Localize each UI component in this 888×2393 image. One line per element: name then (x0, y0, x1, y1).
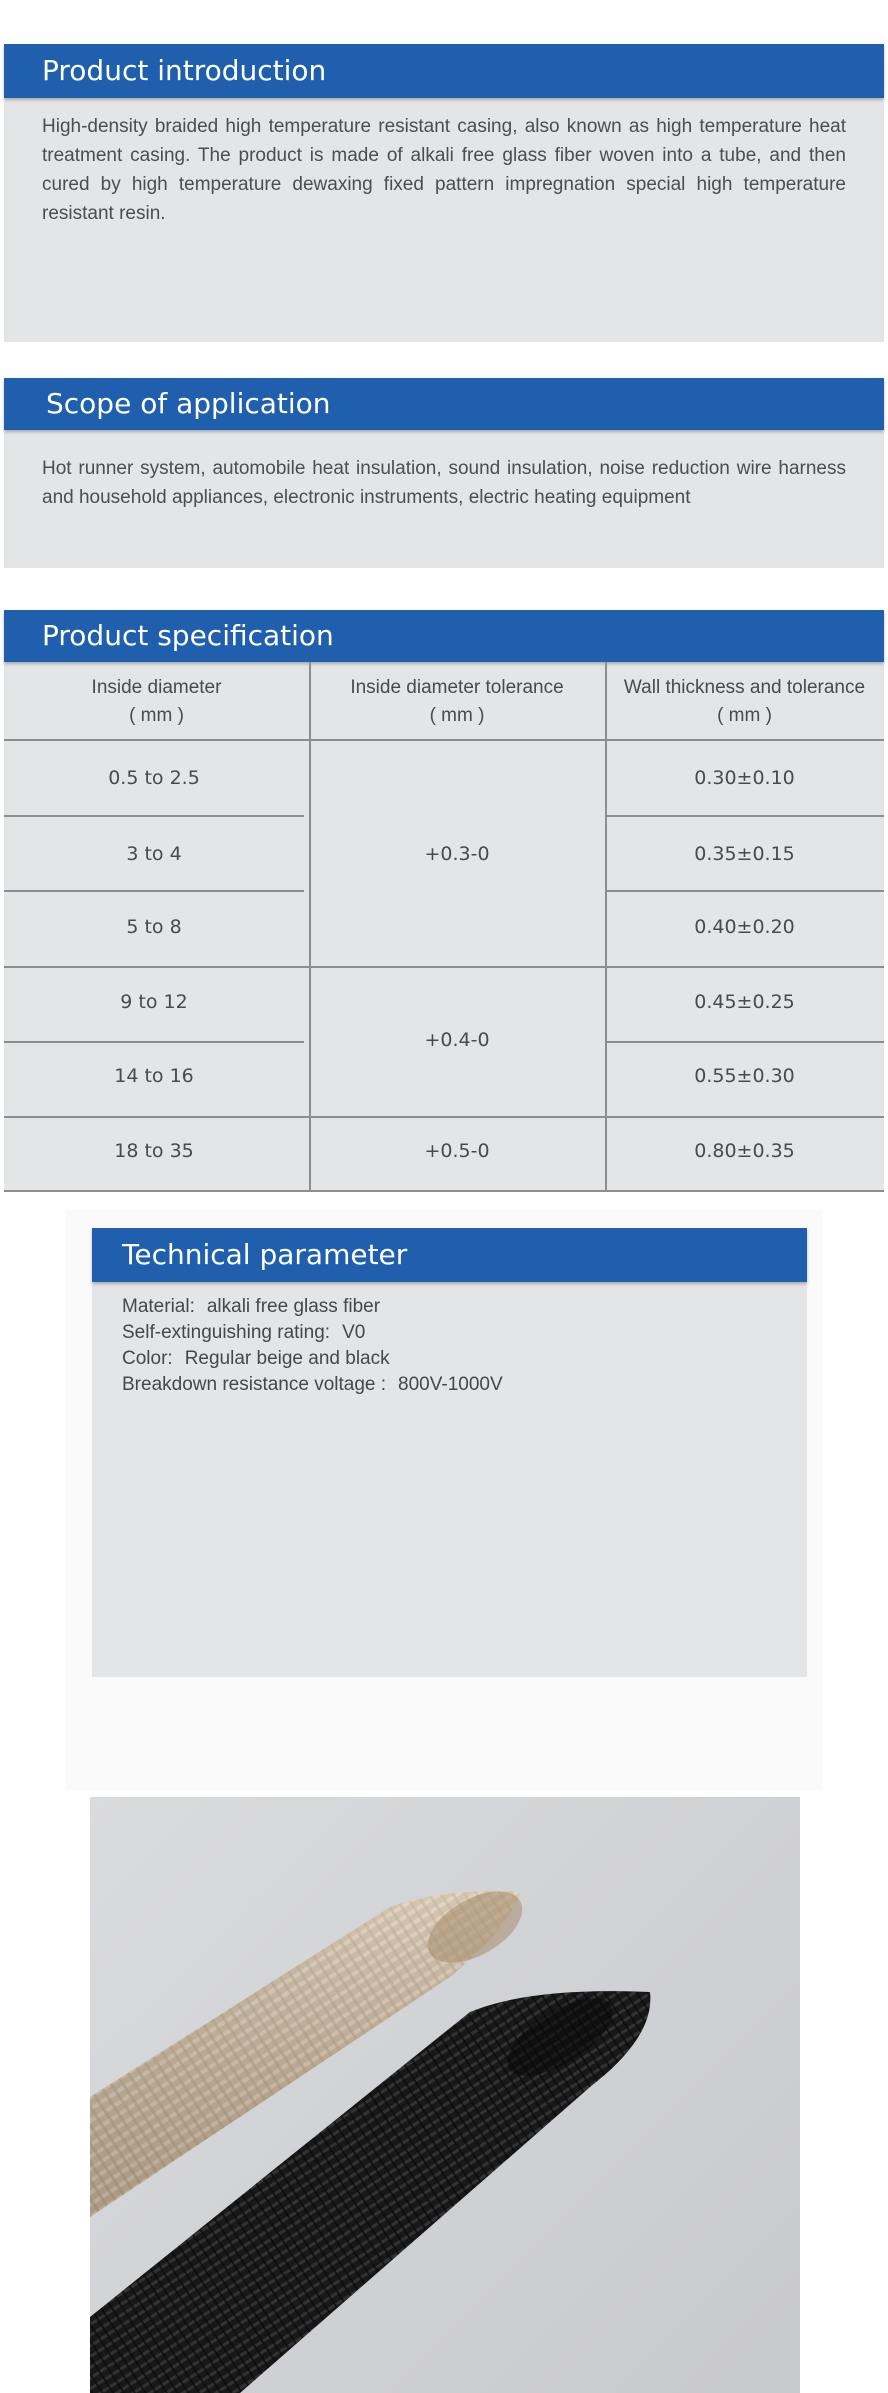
tech-section (92, 1228, 807, 1677)
table-divider (4, 1116, 884, 1118)
header-inside-diameter-unit: ( mm ) (129, 705, 184, 726)
tech-item-key: Color: (122, 1348, 173, 1369)
wall-cell: 0.40±0.20 (694, 916, 795, 938)
diameter-cell: 14 to 16 (114, 1065, 194, 1087)
tech-item-value: Regular beige and black (184, 1348, 390, 1369)
intro-section (4, 44, 884, 342)
table-divider (4, 739, 884, 741)
header-tolerance-unit: ( mm ) (429, 705, 485, 726)
header-tolerance-label: Inside diameter tolerance (350, 677, 564, 698)
table-divider (605, 890, 884, 892)
sleeve-illustration (90, 1797, 800, 2393)
diameter-cell: 18 to 35 (114, 1140, 194, 1162)
wall-cell: 0.80±0.35 (694, 1140, 795, 1162)
table-divider (605, 1041, 884, 1043)
header-wall-thickness (605, 674, 884, 730)
diameter-cell: 0.5 to 2.5 (108, 767, 200, 789)
table-divider (4, 1190, 884, 1192)
tech-item-key: Self-extinguishing rating: (122, 1322, 331, 1343)
tech-item-key: Breakdown resistance voltage : (122, 1374, 387, 1395)
tolerance-cell: +0.3-0 (424, 843, 490, 865)
spec-section (4, 610, 884, 1192)
tech-item-key: Material: (122, 1296, 195, 1317)
header-inside-diameter-label: Inside diameter (91, 677, 222, 698)
tech-title: Technical parameter (92, 1228, 807, 1282)
tech-item-value: alkali free glass fiber (206, 1296, 381, 1317)
tech-item (122, 1374, 503, 1396)
tech-item (122, 1296, 380, 1318)
table-divider (4, 1041, 304, 1043)
table-divider (605, 815, 884, 817)
wall-cell: 0.30±0.10 (694, 767, 795, 789)
tech-item-value: V0 (342, 1322, 366, 1343)
scope-text: Hot runner system, automobile heat insulation, sound insulation, noise reduction wire harness and household appliances, electronic instruments, electric heating equipment (42, 458, 846, 508)
wall-cell: 0.55±0.30 (694, 1065, 795, 1087)
header-wall-thickness-label: Wall thickness and tolerance (623, 677, 866, 698)
diameter-cell: 9 to 12 (120, 991, 188, 1013)
intro-text: High-density braided high temperature resistant casing, also known as high temperature heat treatment casing. The product is made of alkali free glass fiber woven into a tube, and then cured by high temperature dewaxing fixed pattern impregnation special high temperature resistant resin. (42, 116, 846, 224)
diameter-cell: 3 to 4 (126, 843, 182, 865)
tech-item-value: 800V-1000V (398, 1374, 503, 1395)
tech-item (122, 1322, 365, 1344)
tech-item (122, 1348, 390, 1370)
wall-cell: 0.35±0.15 (694, 843, 795, 865)
tolerance-cell: +0.5-0 (424, 1140, 490, 1162)
table-divider (4, 890, 304, 892)
product-photo (90, 1797, 800, 2393)
table-divider (4, 815, 304, 817)
header-tolerance (309, 674, 605, 730)
header-wall-thickness-unit: ( mm ) (717, 705, 772, 726)
scope-title: Scope of application (4, 378, 884, 430)
wall-cell: 0.45±0.25 (694, 991, 795, 1013)
tolerance-cell: +0.4-0 (424, 1029, 490, 1051)
header-inside-diameter (4, 674, 309, 730)
diameter-cell: 5 to 8 (126, 916, 182, 938)
spec-title: Product specification (4, 610, 884, 662)
intro-title: Product introduction (4, 44, 884, 98)
table-divider (309, 662, 311, 1192)
table-divider (4, 966, 884, 968)
scope-section (4, 378, 884, 568)
